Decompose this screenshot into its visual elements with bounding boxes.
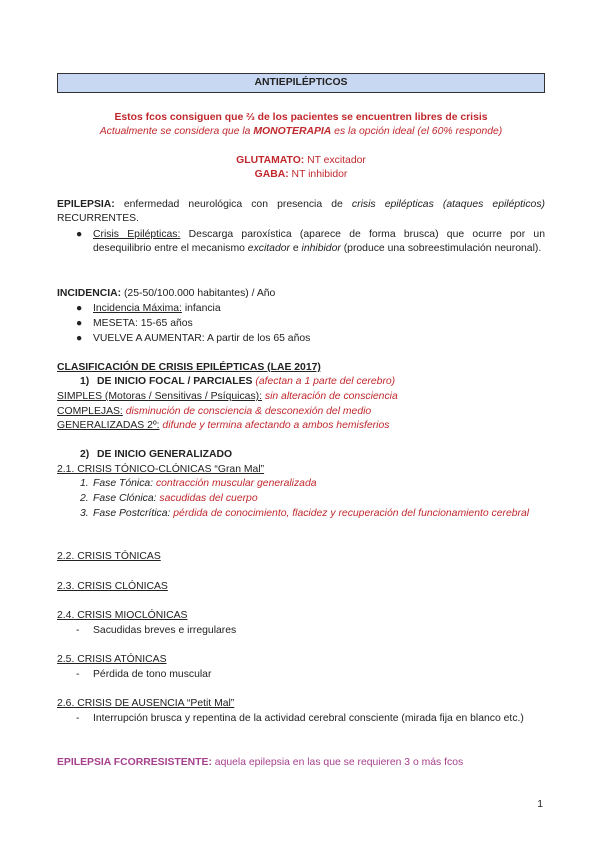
dash-icon: - bbox=[76, 625, 80, 636]
generalizadas-label: GENERALIZADAS 2º: bbox=[57, 420, 160, 431]
crisis-label: Crisis Epilépticas: bbox=[93, 229, 181, 240]
simples-label: SIMPLES (Motoras / Sensitivas / Psíquicas): bbox=[57, 391, 262, 402]
fase-tonica-text: contracción muscular generalizada bbox=[153, 478, 317, 489]
dash-icon: - bbox=[76, 669, 80, 680]
item-num: 2. bbox=[80, 493, 89, 504]
bullet-icon: ● bbox=[76, 318, 83, 329]
epilepsia-label: EPILEPSIA: bbox=[57, 199, 115, 210]
generalizado-heading bbox=[0, 448, 600, 462]
intro-text-a: Actualmente se considera que la bbox=[99, 126, 254, 137]
gen-label: DE INICIO GENERALIZADO bbox=[97, 449, 233, 460]
fase-clonica-label: Fase Clónica: bbox=[93, 493, 157, 504]
list-item bbox=[0, 317, 600, 331]
fase-tonica-label: Fase Tónica: bbox=[93, 478, 154, 489]
farmaco-text: aquela epilepsia en las que se requieren 3 o más fcos bbox=[211, 757, 464, 768]
list-item bbox=[0, 712, 600, 740]
epilepsia-definition bbox=[57, 198, 545, 226]
atonicas-item: Pérdida de tono muscular bbox=[93, 669, 212, 680]
generalizadas-line bbox=[57, 419, 545, 433]
crisis-text-e: (produce una sobreestimulación neuronal). bbox=[340, 243, 542, 254]
incidencia-maxima-label: Incidencia Máxima: bbox=[93, 303, 182, 314]
item-num: 1. bbox=[80, 478, 89, 489]
tonicas-heading: 2.2. CRISIS TÓNICAS bbox=[57, 551, 161, 562]
intro-line-2 bbox=[57, 125, 545, 139]
mioclonicas-heading: 2.4. CRISIS MIOCLÓNICAS bbox=[57, 610, 188, 621]
incidencia-line bbox=[57, 287, 545, 301]
clonicas-heading: 2.3. CRISIS CLÓNICAS bbox=[57, 581, 168, 592]
crisis-text-a: Descarga paroxística (aparece de forma brusca) que ocurre por un desequilibrio entre el mecanismo bbox=[93, 229, 545, 254]
incidencia-text: (25-50/100.000 habitantes) / Año bbox=[121, 288, 276, 299]
fase-postcritica-text: pérdida de conocimiento, flacidez y recuperación del funcionamiento cerebral bbox=[170, 508, 530, 519]
complejas-text: disminución de consciencia & desconexión del medio bbox=[122, 406, 372, 417]
bullet-icon: ● bbox=[76, 333, 83, 344]
ausencia-item: Interrupción brusca y repentina de la actividad cerebral consciente (mirada fija en blanco etc.) bbox=[93, 713, 524, 724]
clasificacion-heading: CLASIFICACIÓN DE CRISIS EPILÉPTICAS (LAE 2017) bbox=[57, 362, 321, 373]
incidencia-maxima-text: infancia bbox=[181, 303, 221, 314]
monoterapia-highlight: MONOTERAPIA bbox=[253, 126, 332, 137]
focal-note: (afectan a 1 parte del cerebro) bbox=[252, 376, 396, 387]
simples-line bbox=[57, 390, 545, 404]
generalizadas-text: difunde y termina afectando a ambos hemisferios bbox=[159, 420, 390, 431]
bullet-icon: ● bbox=[76, 303, 83, 314]
crisis-text-d: inhibidor bbox=[301, 243, 341, 254]
crisis-text-b: excitador bbox=[247, 243, 290, 254]
list-item bbox=[0, 302, 600, 316]
glutamato-label: GLUTAMATO: bbox=[236, 155, 305, 166]
list-item bbox=[0, 668, 600, 682]
page-number: 1 bbox=[537, 799, 543, 810]
gen-num: 2) bbox=[80, 449, 90, 460]
focal-label: DE INICIO FOCAL / PARCIALES bbox=[97, 376, 253, 387]
item-num: 3. bbox=[80, 508, 89, 519]
epilepsia-text-a: enfermedad neurológica con presencia de bbox=[114, 199, 352, 210]
meseta-text: MESETA: 15-65 años bbox=[93, 318, 193, 329]
list-item bbox=[0, 492, 600, 506]
gaba-line bbox=[57, 168, 545, 182]
atonicas-heading: 2.5. CRISIS ATÓNICAS bbox=[57, 654, 167, 665]
simples-text: sin alteración de consciencia bbox=[262, 391, 398, 402]
list-item bbox=[0, 332, 600, 346]
list-item bbox=[0, 507, 600, 535]
complejas-label: COMPLEJAS: bbox=[57, 406, 123, 417]
focal-num: 1) bbox=[80, 376, 90, 387]
fase-postcritica-label: Fase Postcrítica: bbox=[93, 508, 171, 519]
intro-text-c: es la opción ideal (el 60% responde) bbox=[331, 126, 503, 137]
list-item bbox=[0, 624, 600, 638]
complejas-line bbox=[57, 405, 545, 419]
glutamato-text: NT excitador bbox=[304, 155, 366, 166]
incidencia-label: INCIDENCIA: bbox=[57, 288, 122, 299]
crisis-bullet-text bbox=[93, 228, 545, 256]
glutamato-line bbox=[57, 154, 545, 168]
gaba-label: GABA: bbox=[254, 169, 289, 180]
tonico-clonicas-heading: 2.1. CRISIS TÓNICO-CLÓNICAS “Gran Mal” bbox=[57, 464, 265, 475]
document-title: ANTIEPILÉPTICOS bbox=[57, 73, 545, 93]
mioclonicas-item: Sacudidas breves e irregulares bbox=[93, 625, 237, 636]
crisis-text-c: e bbox=[289, 243, 302, 254]
list-item bbox=[0, 477, 600, 491]
farmaco-label: EPILEPSIA FCORRESISTENTE: bbox=[57, 757, 212, 768]
crisis-bullet bbox=[0, 228, 600, 276]
gaba-text: NT inhibidor bbox=[288, 169, 348, 180]
bullet-icon: ● bbox=[76, 229, 83, 240]
dash-icon: - bbox=[76, 713, 80, 724]
ausencia-heading: 2.6. CRISIS DE AUSENCIA “Petit Mal” bbox=[57, 698, 235, 709]
focal-heading bbox=[0, 375, 600, 389]
farmacorresistente-line bbox=[57, 756, 545, 770]
fase-clonica-text: sacudidas del cuerpo bbox=[156, 493, 258, 504]
intro-line-1: Estos fcos consiguen que ⅔ de los pacientes se encuentren libres de crisis bbox=[114, 112, 488, 123]
epilepsia-text-b: crisis epilépticas (ataques epilépticos) bbox=[351, 199, 545, 210]
vuelve-text: VUELVE A AUMENTAR: A partir de los 65 años bbox=[93, 333, 311, 344]
epilepsia-text-c: RECURRENTES. bbox=[57, 213, 139, 224]
